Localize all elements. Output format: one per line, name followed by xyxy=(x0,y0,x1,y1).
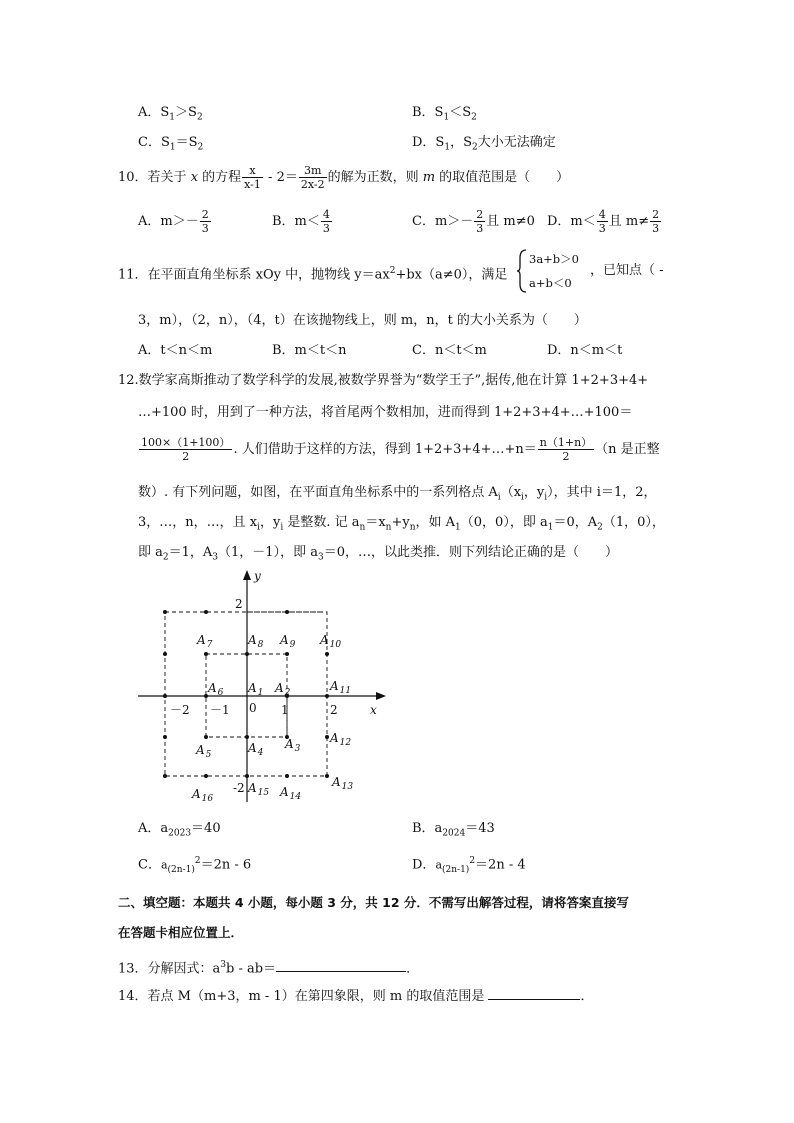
q9-option-a: A．$S_1>S_2$ xyxy=(138,105,203,123)
q12-line4: 数）. 有下列问题，如图，在平面直角坐标系中的一系列格点 $A_i(x_i$，$y_i$），其中 i＝1，2， xyxy=(138,485,657,503)
q12-line3: $\frac{100\times(1+100)}{2}$ . 人们借助于这样的方法，得到 1+2+3+4+…+n＝ $\frac{n(1+n)}{2}$ （n 是正整 xyxy=(141,436,660,463)
q11-stem-line2: 3，m），（2，n），（4，t）在该抛物线上，则 m，n，t 的大小关系为（ ） xyxy=(138,313,587,328)
svg-text:1: 1 xyxy=(281,703,289,717)
lattice-figure xyxy=(130,562,400,810)
svg-text:A10: $A_{10}$ xyxy=(320,633,342,650)
q13: 13．分解因式：$a^3b - ab=$ ． xyxy=(118,960,420,977)
svg-text:A6: $A_6$ xyxy=(208,681,224,698)
q10-fraction-1: $\frac{x}{x-1}$ xyxy=(244,164,261,191)
q12-option-b: B．$a_{2024}=43$ xyxy=(412,821,495,839)
svg-text:-2: -2 xyxy=(233,781,245,795)
svg-text:A11: $A_{11}$ xyxy=(330,679,352,696)
q11-option-c: C．n＜t＜m xyxy=(412,343,487,358)
q12-line6: 即 $a_2=1$，$A_3(1$，－1），即 $a_3=0$，…，以此类推．则下列结论正确的是（ ） xyxy=(138,545,618,563)
q11-system-eq2: a+b＜0 xyxy=(529,276,572,290)
svg-text:2: 2 xyxy=(235,597,243,611)
q9-option-b: B．$S_1<S_2$ xyxy=(412,105,477,123)
q12-option-c: C．$a_{(2n-1)}^2=2n - 6$ xyxy=(138,856,252,875)
q10-stem: 10．若关于 x 的方程 $\frac{x}{x-1}$ - 2＝ $\frac{3m}{2x-2}$ 的解为正数，则 m 的取值范围是（ ） xyxy=(118,164,570,191)
q10-option-c: C．m＞－ $\frac{2}{3}$ 且 m≠0 xyxy=(412,208,535,235)
svg-text:A13: $A_{13}$ xyxy=(332,775,354,792)
q12-line5: 3，…，n，…，且 $x_i$，$y_i$ 是整数. 记 $a_n=x_n+y_n$，如 $A_1(0$，0），即 $a_1=0$，$A_2(1$，0）， xyxy=(138,515,665,533)
x-axis-arrow xyxy=(376,692,386,700)
svg-text:2: 2 xyxy=(330,703,338,717)
svg-text:A1: $A_1$ xyxy=(248,681,264,698)
q11-system-eq1: 3a+b＞0 xyxy=(529,252,579,266)
outer-dashed-square xyxy=(165,612,327,776)
q9-option-d: D．$S_1$，$S_2$大小无法确定 xyxy=(412,135,556,153)
q12-line1: 12.数学家高斯推动了数学科学的发展,被数学界誉为“数学王子”,据传,他在计算 1+2+3+4+ xyxy=(118,373,649,388)
q13-answer-blank[interactable] xyxy=(276,971,406,972)
svg-text:A4: $A_4$ xyxy=(248,741,264,758)
q11-stem-line1: 11．在平面直角坐标系 xOy 中，抛物线 $y=ax^2+bx(a\ne 0)$，满足 xyxy=(118,266,508,283)
origin-label: 0 xyxy=(249,701,257,715)
q11-option-d: D．n＜m＜t xyxy=(547,343,623,358)
q12-option-d: D．$a_{(2n-1)}^2=2n - 4$ xyxy=(412,856,526,875)
q9-option-c: C．$S_1=S_2$ xyxy=(138,135,204,153)
q11-stem-line1c: ，已知点（ - xyxy=(590,263,664,278)
q11-option-b: B．m＜t＜n xyxy=(272,343,347,358)
svg-text:A5: $A_5$ xyxy=(196,743,212,760)
section-2-heading-line2: 在答题卡相应位置上． xyxy=(118,925,244,940)
svg-text:A15: $A_{15}$ xyxy=(248,781,270,798)
q14-answer-blank[interactable] xyxy=(488,999,580,1000)
q10-option-a: A．m＞－ $\frac{2}{3}$ xyxy=(138,208,209,235)
svg-text:－1: －1 xyxy=(210,703,230,717)
q12-fraction-2: $\frac{n(1+n)}{2}$ xyxy=(539,436,593,463)
q11-system-brace xyxy=(516,248,528,294)
q12-line2: …+100 时，用到了一种方法，将首尾两个数相加，进而得到 1+2+3+4+…+100＝ xyxy=(138,405,633,420)
y-axis-label: y xyxy=(254,569,261,583)
q10-fraction-2: $\frac{3m}{2x-2}$ xyxy=(300,164,325,191)
svg-text:A16: $A_{16}$ xyxy=(192,787,214,804)
y-axis-arrow xyxy=(243,570,251,580)
q11-option-a: A．t＜n＜m xyxy=(138,343,213,358)
q10-option-b: B．m＜ $\frac{4}{3}$ xyxy=(272,208,330,235)
svg-text:A7: $A_7$ xyxy=(197,633,213,650)
svg-text:A2: $A_2$ xyxy=(275,681,291,698)
q12-option-a: A．$a_{2023}=40$ xyxy=(138,821,221,839)
svg-text:A3: $A_3$ xyxy=(285,737,301,754)
svg-text:A8: $A_8$ xyxy=(248,633,264,650)
svg-text:－2: －2 xyxy=(170,703,190,717)
section-2-heading-line1: 二、填空题：本题共 4 小题，每小题 3 分，共 12 分．不需写出解答过程，请将答案直接写 xyxy=(118,895,629,910)
svg-text:A14: $A_{14}$ xyxy=(280,785,302,802)
q10-option-d: D．m＜ $\frac{4}{3}$ 且 m≠ $\frac{2}{3}$ xyxy=(547,208,660,235)
q14: 14．若点 M（m+3，m - 1）在第四象限，则 m 的取值范围是 ． xyxy=(118,989,594,1004)
x-axis-label: x xyxy=(370,703,377,717)
svg-text:A9: $A_9$ xyxy=(280,633,296,650)
svg-text:A12: $A_{12}$ xyxy=(330,731,352,748)
q12-fraction-1: $\frac{100\times(1+100)}{2}$ xyxy=(141,436,231,463)
